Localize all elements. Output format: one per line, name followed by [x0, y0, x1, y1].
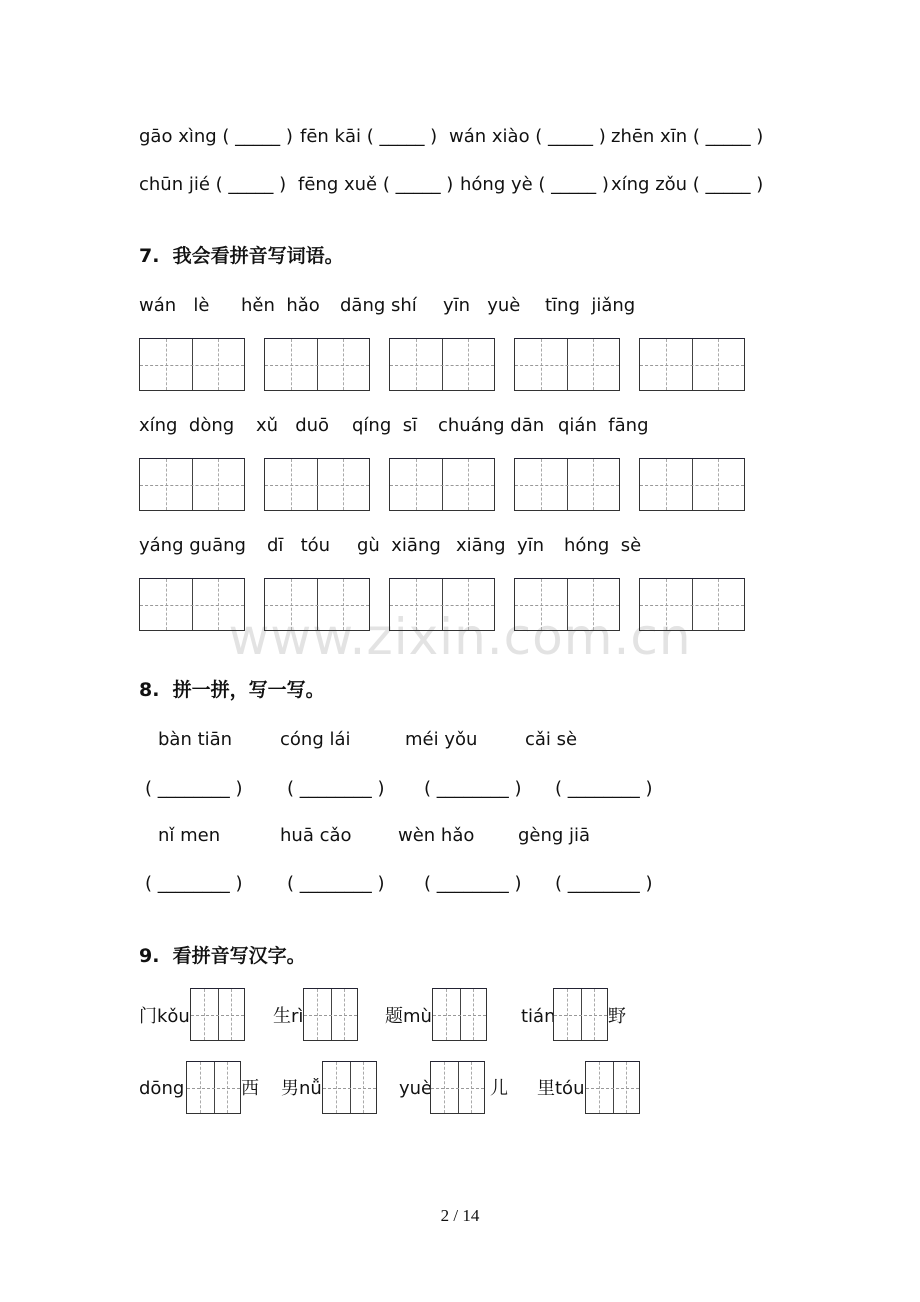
pinyin-word: chuáng dān: [438, 415, 545, 436]
answer-blank[interactable]: ( ________ ): [287, 778, 385, 799]
grid-guide-line: [390, 365, 494, 366]
writing-grid-box[interactable]: [303, 988, 358, 1041]
grid-guide-line: [140, 485, 244, 486]
pinyin-item: wán xiào ( _____ ): [449, 126, 606, 147]
pinyin-word: yáng guāng: [139, 535, 246, 556]
pinyin-word: cǎi sè: [525, 729, 578, 750]
writing-grid-box[interactable]: [139, 458, 245, 511]
answer-blank[interactable]: ( ________ ): [145, 778, 243, 799]
writing-grid-box[interactable]: [389, 338, 495, 391]
pinyin-word: dāng shí: [340, 295, 417, 316]
grid-guide-line: [431, 1088, 484, 1089]
writing-grid-box[interactable]: [553, 988, 608, 1041]
grid-guide-line: [390, 485, 494, 486]
question-9-title: 9. 看拼音写汉字。: [139, 945, 306, 967]
writing-grid-box[interactable]: [264, 338, 370, 391]
grid-guide-line: [323, 1088, 376, 1089]
pinyin-word: xíng dòng: [139, 415, 235, 436]
grid-guide-line: [265, 605, 369, 606]
pinyin-word: wán lè: [139, 295, 210, 316]
question-7-title: 7. 我会看拼音写词语。: [139, 245, 344, 267]
pinyin-item: fēn kāi ( _____ ): [300, 126, 438, 147]
writing-grid-box[interactable]: [322, 1061, 377, 1114]
pinyin-item: fēng xuě ( _____ ): [298, 174, 454, 195]
prompt-prefix: tián: [521, 1006, 556, 1027]
pinyin-word: dī tóu: [267, 535, 331, 556]
pinyin-word: hóng sè: [564, 535, 642, 556]
answer-blank[interactable]: ( ________ ): [555, 778, 653, 799]
prompt-prefix: 男nǚ: [281, 1078, 322, 1099]
grid-guide-line: [515, 605, 619, 606]
grid-guide-line: [390, 605, 494, 606]
writing-grid-box[interactable]: [139, 338, 245, 391]
writing-grid-box[interactable]: [139, 578, 245, 631]
prompt-suffix: 西: [241, 1078, 259, 1099]
pinyin-word: xiāng yīn: [456, 535, 545, 556]
prompt-suffix: 儿: [490, 1078, 508, 1099]
question-8-title: 8. 拼一拼，写一写。: [139, 679, 325, 701]
prompt-prefix: dōng: [139, 1078, 185, 1099]
answer-blank[interactable]: ( ________ ): [555, 873, 653, 894]
grid-guide-line: [640, 605, 744, 606]
grid-guide-line: [265, 485, 369, 486]
answer-blank[interactable]: ( ________ ): [287, 873, 385, 894]
prompt-prefix: 门kǒu: [139, 1006, 190, 1027]
answer-blank[interactable]: ( ________ ): [145, 873, 243, 894]
prompt-prefix: yuè: [399, 1078, 433, 1099]
writing-grid-box[interactable]: [514, 338, 620, 391]
pinyin-word: cóng lái: [280, 729, 351, 750]
writing-grid-box[interactable]: [639, 578, 745, 631]
pinyin-word: tīng jiǎng: [545, 295, 636, 316]
pinyin-word: qíng sī: [352, 415, 418, 436]
answer-blank[interactable]: ( ________ ): [424, 873, 522, 894]
grid-guide-line: [554, 1015, 607, 1016]
pinyin-word: qián fāng: [558, 415, 649, 436]
prompt-prefix: 里tóu: [537, 1078, 585, 1099]
prompt-suffix: 野: [608, 1006, 626, 1027]
pinyin-word: méi yǒu: [405, 729, 478, 750]
pinyin-word: hěn hǎo: [241, 295, 320, 316]
writing-grid-box[interactable]: [514, 458, 620, 511]
page-number: 2 / 14: [440, 1206, 480, 1225]
pinyin-word: nǐ men: [158, 825, 221, 846]
grid-guide-line: [586, 1088, 639, 1089]
grid-guide-line: [191, 1015, 244, 1016]
writing-grid-box[interactable]: [389, 578, 495, 631]
grid-guide-line: [515, 485, 619, 486]
grid-guide-line: [140, 605, 244, 606]
writing-grid-box[interactable]: [264, 578, 370, 631]
writing-grid-box[interactable]: [389, 458, 495, 511]
prompt-prefix: 题mù: [385, 1006, 432, 1027]
pinyin-word: huā cǎo: [280, 825, 352, 846]
watermark: www.zixin.com.cn: [228, 608, 692, 666]
writing-grid-box[interactable]: [430, 1061, 485, 1114]
grid-guide-line: [265, 365, 369, 366]
pinyin-item: chūn jié ( _____ ): [139, 174, 287, 195]
pinyin-item: gāo xìng ( _____ ): [139, 126, 293, 147]
grid-guide-line: [433, 1015, 486, 1016]
pinyin-word: yīn yuè: [443, 295, 521, 316]
pinyin-word: gèng jiā: [518, 825, 591, 846]
writing-grid-box[interactable]: [264, 458, 370, 511]
grid-guide-line: [140, 365, 244, 366]
grid-guide-line: [640, 365, 744, 366]
pinyin-word: wèn hǎo: [398, 825, 475, 846]
answer-blank[interactable]: ( ________ ): [424, 778, 522, 799]
grid-guide-line: [304, 1015, 357, 1016]
writing-grid-box[interactable]: [639, 338, 745, 391]
pinyin-item: xíng zǒu ( _____ ): [611, 174, 764, 195]
pinyin-item: hóng yè ( _____ ): [460, 174, 609, 195]
grid-guide-line: [187, 1088, 240, 1089]
pinyin-word: bàn tiān: [158, 729, 233, 750]
writing-grid-box[interactable]: [585, 1061, 640, 1114]
grid-guide-line: [640, 485, 744, 486]
writing-grid-box[interactable]: [514, 578, 620, 631]
pinyin-item: zhēn xīn ( _____ ): [611, 126, 764, 147]
pinyin-word: xǔ duō: [256, 415, 330, 436]
writing-grid-box[interactable]: [186, 1061, 241, 1114]
writing-grid-box[interactable]: [639, 458, 745, 511]
pinyin-word: gù xiāng: [357, 535, 441, 556]
writing-grid-box[interactable]: [432, 988, 487, 1041]
prompt-prefix: 生rì: [273, 1006, 304, 1027]
writing-grid-box[interactable]: [190, 988, 245, 1041]
grid-guide-line: [515, 365, 619, 366]
